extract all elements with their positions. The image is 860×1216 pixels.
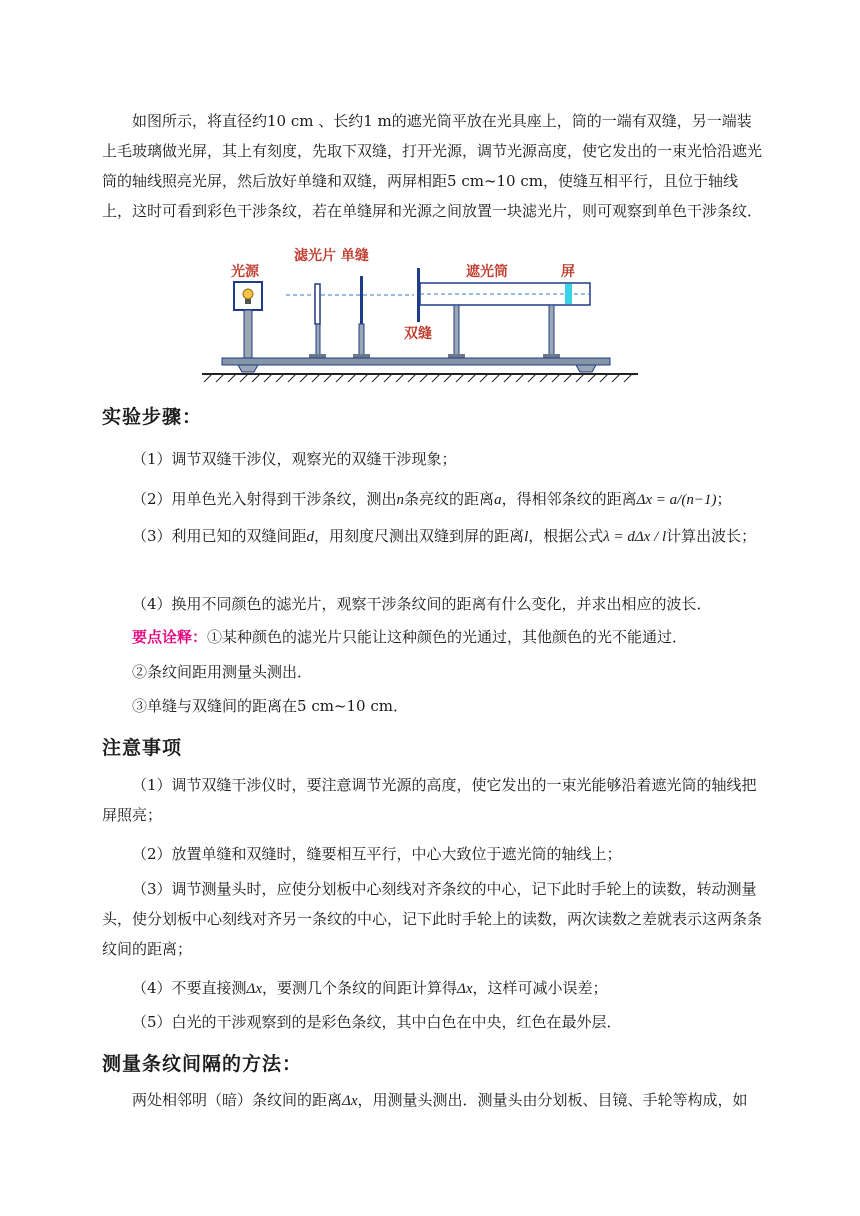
bench-foot-left	[238, 365, 258, 372]
ground-hatching	[204, 374, 632, 382]
step-3-text-c: ，根据公式	[528, 527, 604, 545]
tube-post-left	[454, 305, 459, 358]
source-post	[244, 310, 252, 358]
note-3: （3）调节测量头时，应使分划板中心刻线对齐条纹的中心，记下此时手轮上的读数，转动测量头，使分划板中心刻线对齐另一条纹的中心，记下此时手轮上的读数，两次读数之差就表示这两条条纹间的距离；	[102, 880, 763, 958]
key-point-3: ③单缝与双缝间的距离在5 cm~10 cm．	[132, 697, 408, 715]
step-3-var-d: d	[306, 529, 315, 545]
bulb-base	[245, 299, 251, 304]
label-tube: 遮光筒	[466, 264, 508, 280]
key-point-1-text: ①某种颜色的滤光片只能让这种颜色的光通过，其他颜色的光不能通过．	[207, 628, 688, 646]
intro-paragraph: 如图所示，将直径约10 cm 、长约1 m的遮光筒平放在光具座上，筒的一端有双缝，另一端装上毛玻璃做光屏，其上有刻度，先取下双缝，打开光源，调节光源高度，使它发出的一束光恰沿遮光筒的轴线照亮光屏，然后放好单缝和双缝，两屏相距5 cm~10 cm，使缝互相平行，且位于轴线上，这时可看到彩色干涉条纹，若在单缝屏和光源之间放置一块滤光片，则可观察到单色干涉条纹．	[102, 112, 763, 220]
label-double-slit: 双缝	[404, 326, 432, 342]
note-4-var-dx: Δx	[246, 981, 263, 997]
method-heading: 测量条纹间隔的方法：	[102, 1053, 303, 1075]
method-paragraph	[102, 1085, 762, 1116]
bench-foot-right	[576, 365, 596, 372]
bulb-icon	[243, 289, 253, 299]
label-light-source: 光源	[231, 264, 259, 280]
step-3-var-l: l	[524, 529, 529, 545]
steps-heading: 实验步骤：	[102, 406, 203, 428]
label-screen: 屏	[561, 264, 575, 280]
key-point-2: ②条纹间距用测量头测出．	[132, 663, 313, 681]
step-3-text-d: 计算出波长；	[666, 527, 757, 545]
step-2-text-a: （2）用单色光入射得到干涉条纹，测出	[132, 490, 397, 508]
optical-bench-rail	[222, 358, 610, 365]
step-3-text-a: （3）利用已知的双缝间距	[132, 527, 307, 545]
key-point-1	[102, 622, 762, 652]
screen-glass	[565, 284, 572, 304]
note-4-text-c: ，这样可减小误差；	[472, 979, 608, 997]
step-2-end: ；	[716, 490, 732, 508]
note-1: （1）调节双缝干涉仪时，要注意调节光源的高度，使它发出的一束光能够沿着遮光筒的轴线把屏照亮；	[102, 776, 757, 824]
label-filter-slit: 滤光片 单缝	[294, 248, 369, 264]
step-2-var-a: a	[494, 492, 502, 508]
step-2-text-c: ，得相邻条纹的距离	[501, 490, 637, 508]
note-4	[102, 973, 762, 1004]
note-4-text-a: （4）不要直接测	[132, 979, 247, 997]
step-2-text-b: 条亮纹的距离	[404, 490, 495, 508]
single-slit-post	[359, 324, 364, 358]
step-2-var-n: n	[396, 492, 405, 508]
notes-heading: 注意事项	[102, 737, 183, 759]
filter-plate	[315, 284, 320, 324]
tube-post-right	[549, 305, 554, 358]
filter-post	[316, 324, 320, 358]
note-2: （2）放置单缝和双缝时，缝要相互平行，中心大致位于遮光筒的轴线上；	[132, 845, 622, 863]
step-2	[102, 484, 762, 515]
step-1: （1）调节双缝干涉仪，观察光的双缝干涉现象；	[132, 450, 457, 468]
step-4: （4）换用不同颜色的滤光片，观察干涉条纹间的距离有什么变化，并求出相应的波长．	[132, 595, 712, 613]
key-points-label: 要点诠释：	[132, 628, 208, 646]
step-2-formula: Δx = a/(n−1)	[636, 492, 717, 508]
method-var-dx: Δx	[342, 1093, 358, 1109]
method-text-b: ，用测量头测出．测量头由分划板、目镜、手轮等构成，如	[357, 1091, 748, 1109]
step-3	[102, 521, 762, 552]
note-5: （5）白光的干涉观察到的是彩色条纹，其中白色在中央，红色在最外层．	[132, 1013, 622, 1031]
step-3-text-b: ，用刻度尺测出双缝到屏的距离	[314, 527, 525, 545]
note-4-var-dx-2: Δx	[457, 981, 473, 997]
double-slit-apparatus-diagram	[198, 246, 644, 386]
single-slit-plate	[360, 276, 363, 324]
note-4-text-b: ，要测几个条纹的间距计算得	[262, 979, 458, 997]
method-text-a: 两处相邻明（暗）条纹间的距离	[132, 1091, 343, 1109]
step-3-formula: λ = dΔx / l	[603, 529, 667, 545]
